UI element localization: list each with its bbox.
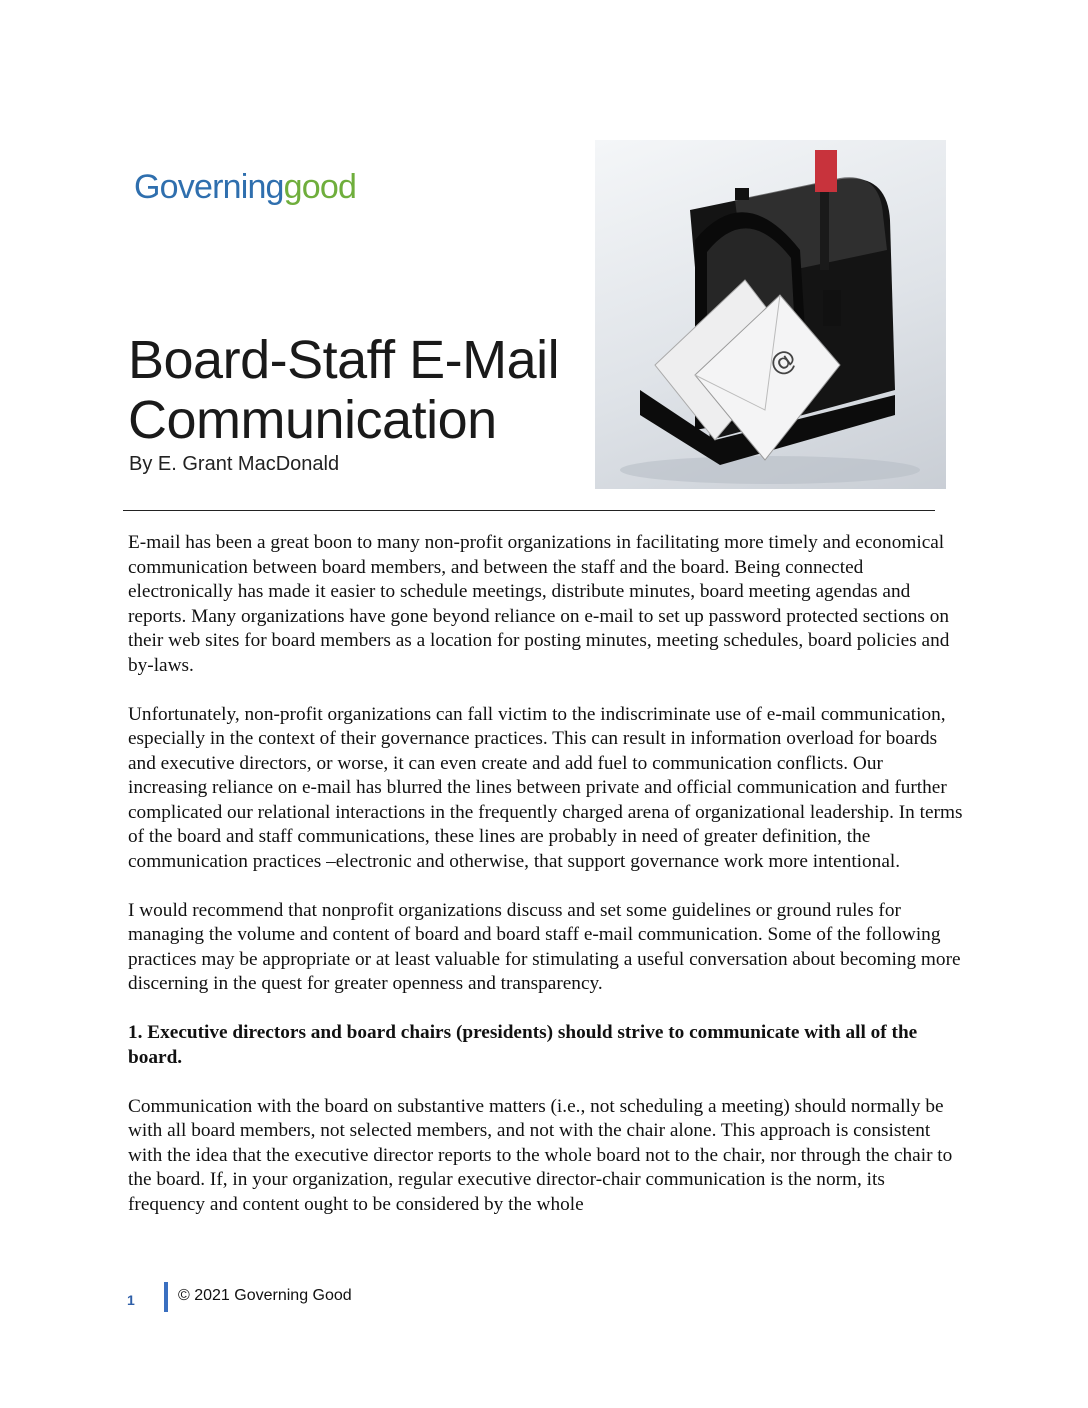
author-byline: By E. Grant MacDonald [129,453,340,475]
title-line-2: Communication [128,390,497,450]
paragraph-problem: Unfortunately, non-profit organizations can fall victim to the indiscriminate use of e-mail communication, especially in the context of their governance practices. This can result in information overload for boards and executive directors, or worse, it can even create and add fuel to communication conflicts. Our increasing reliance on e-mail has blurred the lines between private and official communication and further complicated our relational interactions in the frequently charged arena of organizational leadership. In terms of the board and staff communications, these lines are probably in need of greater definition, the communication practices –electronic and otherwise, that support governance work more intentional. [128,703,963,872]
footer-divider-bar [164,1282,168,1312]
logo-word-governing: Governing [134,168,284,206]
article-body [128,531,964,1242]
page-number: 1 [127,1292,135,1308]
copyright-notice: © 2021 Governing Good [178,1287,352,1304]
section-heading-1: 1. Executive directors and board chairs (presidents) should strive to communicate with all of the board. [128,1022,918,1068]
page-footer [0,1282,1088,1312]
header-divider [123,510,935,511]
logo-word-good: good [283,168,357,206]
document-title [128,330,559,450]
at-symbol: @ [763,342,803,382]
mailbox-photo [595,140,946,489]
paragraph-intro: E-mail has been a great boon to many non-profit organizations in facilitating more timely and economical communication between board members, and between the staff and the board. Being connected electronically has made it easier to schedule meetings, distribute minutes, board meeting agendas and reports. Many organizations have gone beyond reliance on e-mail to set up password protected sections on their web sites for board members as a location for posting minutes, meeting schedules, board policies and by-laws. [128,532,950,676]
mailbox-with-envelopes-icon [595,140,946,489]
title-line-1: Board-Staff E-Mail [128,330,560,390]
paragraph-section-1: Communication with the board on substantive matters (i.e., not scheduling a meeting) should normally be with all board members, not selected members, and not with the chair alone. This approach is consistent with the idea that the executive director reports to the whole board not to the chair, nor through the chair to the board. If, in your organization, regular executive director-chair communication is the norm, its frequency and content ought to be considered by the whole [128,1095,953,1215]
paragraph-recommendation: I would recommend that nonprofit organizations discuss and set some guidelines or ground rules for managing the volume and content of board and board staff e-mail communication. Some of the following practices may be appropriate or at least valuable for stimulating a useful conversation about becoming more discerning in the quest for greater openness and transparency. [128,899,961,994]
governing-good-logo [134,168,356,207]
